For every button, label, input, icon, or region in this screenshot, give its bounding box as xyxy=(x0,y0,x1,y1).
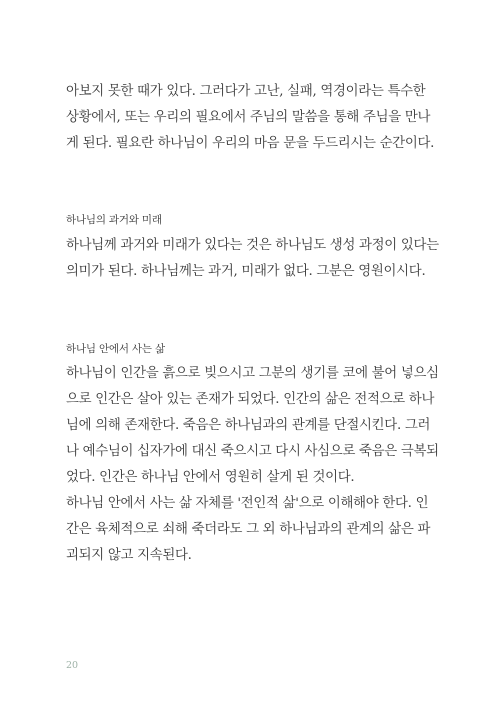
past-future-paragraph xyxy=(66,233,439,285)
text-line: 님에 의해 존재한다. 죽음은 하나님과의 관계를 단절시킨다. 그러 xyxy=(66,418,431,433)
section-heading-life-in-god: 하나님 안에서 사는 삶 xyxy=(66,343,165,355)
text-line: 었다. 인간은 하나님 안에서 영원히 살게 된 것이다. xyxy=(66,470,355,485)
page-number: 20 xyxy=(66,660,79,671)
text-line: 간은 육체적으로 쇠해 죽더라도 그 외 하나님과의 관계의 삶은 파 xyxy=(66,522,431,537)
text-line: 나 예수님이 십자가에 대신 죽으시고 다시 사심으로 죽음은 극복되 xyxy=(66,444,439,459)
text-line: 게 된다. 필요란 하나님이 우리의 마음 문을 두드리시는 순간이다. xyxy=(66,136,435,151)
text-line: 상황에서, 또는 우리의 필요에서 주님의 말씀을 통해 주님을 만나 xyxy=(66,110,431,125)
intro-paragraph xyxy=(66,79,435,157)
text-line: 하나님 안에서 사는 삶 자체를 '전인적 삶'으로 이해해야 한다. 인 xyxy=(66,496,429,511)
text-line: 아보지 못한 때가 있다. 그러다가 고난, 실패, 역경이라는 특수한 xyxy=(66,84,426,99)
text-line: 의미가 된다. 하나님께는 과거, 미래가 없다. 그분은 영원이시다. xyxy=(66,264,426,279)
text-line: 하나님이 인간을 흙으로 빚으시고 그분의 생기를 코에 불어 넣으심 xyxy=(66,366,439,381)
section-heading-past-future: 하나님의 과거와 미래 xyxy=(66,214,162,226)
text-line: 하나님께 과거와 미래가 있다는 것은 하나님도 생성 과정이 있다는 xyxy=(66,238,439,253)
life-in-god-paragraph xyxy=(66,361,439,569)
text-line: 괴되지 않고 지속된다. xyxy=(66,548,192,563)
text-line: 으로 인간은 살아 있는 존재가 되었다. 인간의 삶은 전적으로 하나 xyxy=(66,392,435,407)
